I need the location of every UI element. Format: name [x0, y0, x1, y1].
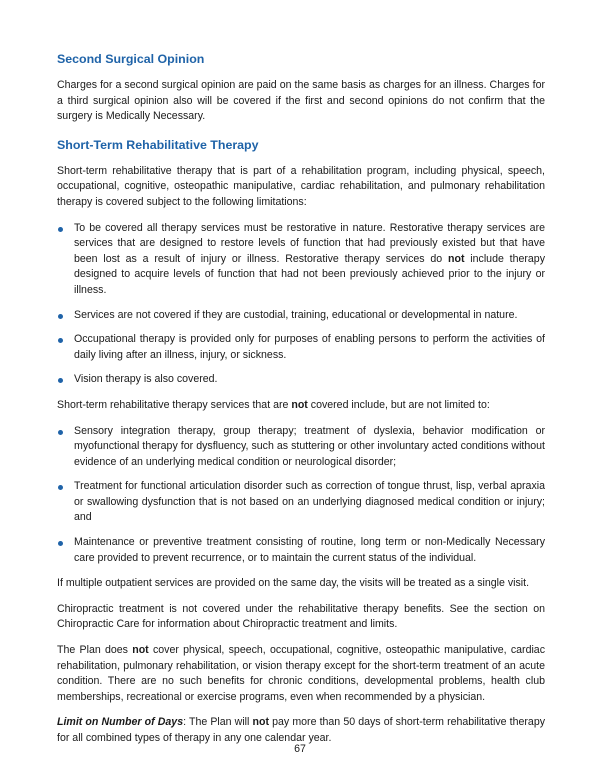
list-item: Services are not covered if they are custodial, training, educational or developmental in nature.: [57, 308, 545, 324]
rehab-heading: Short-Term Rehabilitative Therapy: [57, 137, 259, 152]
list-item: Maintenance or preventive treatment consisting of routine, long term or non-Medically Necessary care provided to prevent recurrence, or to maintain the current status of the individual.: [57, 535, 545, 566]
list-item: Vision therapy is also covered.: [57, 372, 545, 388]
document-page: [57, 50, 545, 747]
list-item: Occupational therapy is provided only for purposes of enabling persons to perform the activities of daily living after an illness, injury, or sickness.: [57, 332, 545, 363]
bullet-icon: [58, 485, 63, 490]
day-limit-note: Limit on Number of Days: The Plan will not pay more than 50 days of short-term rehabilitative therapy for all combined types of therapy in any one calendar year.: [57, 716, 546, 744]
list-item: Treatment for functional articulation disorder such as correction of tongue thrust, lisp, verbal apraxia or swallowing dysfunction that is not based on an underlying diagnosed medical condition or injury; and: [57, 479, 545, 526]
bullet-icon: [58, 378, 63, 383]
chiropractic-note: Chiropractic treatment is not covered under the rehabilitative therapy benefits. See the section on Chiropractic Care for information about Chiropractic treatment and limits.: [57, 602, 545, 631]
bullet-icon: [58, 314, 63, 319]
not-covered-intro: Short-term rehabilitative therapy services that are not covered include, but are not limited to:: [57, 398, 490, 411]
second-opinion-body: Charges for a second surgical opinion are paid on the same basis as charges for an illness. Charges for a third surgical opinion also will be covered if the first and second opinions do not confirm that the surgery is Medically Necessary.: [57, 79, 545, 123]
rehab-intro: Short-term rehabilitative therapy that is part of a rehabilitation program, including physical, speech, occupational, cognitive, osteopathic manipulative, cardiac rehabilitation, and pulmonary rehabilitation therapy is covered subject to the following limitations:: [57, 164, 545, 208]
page-number: 67: [294, 743, 306, 755]
list-item: To be covered all therapy services must be restorative in nature. Restorative therapy services are services that are designed to restore levels of function that had previously existed but that have been lost as a result of injury or illness. Restorative therapy services do not include therapy designed to acquire levels of function that had not been previously achieved prior to the injury or illness.: [57, 221, 545, 299]
limitations-list: [57, 221, 545, 388]
bullet-icon: [58, 338, 63, 343]
outpatient-note: If multiple outpatient services are provided on the same day, the visits will be treated as a single visit.: [57, 577, 530, 590]
plan-exclusion-note: The Plan does not cover physical, speech, occupational, cognitive, osteopathic manipulative, cardiac rehabilitation, pulmonary rehabilitation, or vision therapy except for the short-term treatment of an acute condition. There are no such benefits for chronic conditions, developmental problems, health club memberships, recreational or exercise programs, even when recommended by a physician.: [57, 644, 545, 703]
not-covered-list: [57, 424, 545, 567]
list-item: Sensory integration therapy, group therapy; treatment of dyslexia, behavior modification or myofunctional therapy for dysfluency, such as stuttering or other involuntary acted conditions without evidence of an underlying medical condition or neurological disorder;: [57, 424, 545, 471]
bullet-icon: [58, 430, 63, 435]
second-opinion-heading: Second Surgical Opinion: [57, 52, 205, 66]
bullet-icon: [58, 541, 63, 546]
bullet-icon: [58, 227, 63, 232]
